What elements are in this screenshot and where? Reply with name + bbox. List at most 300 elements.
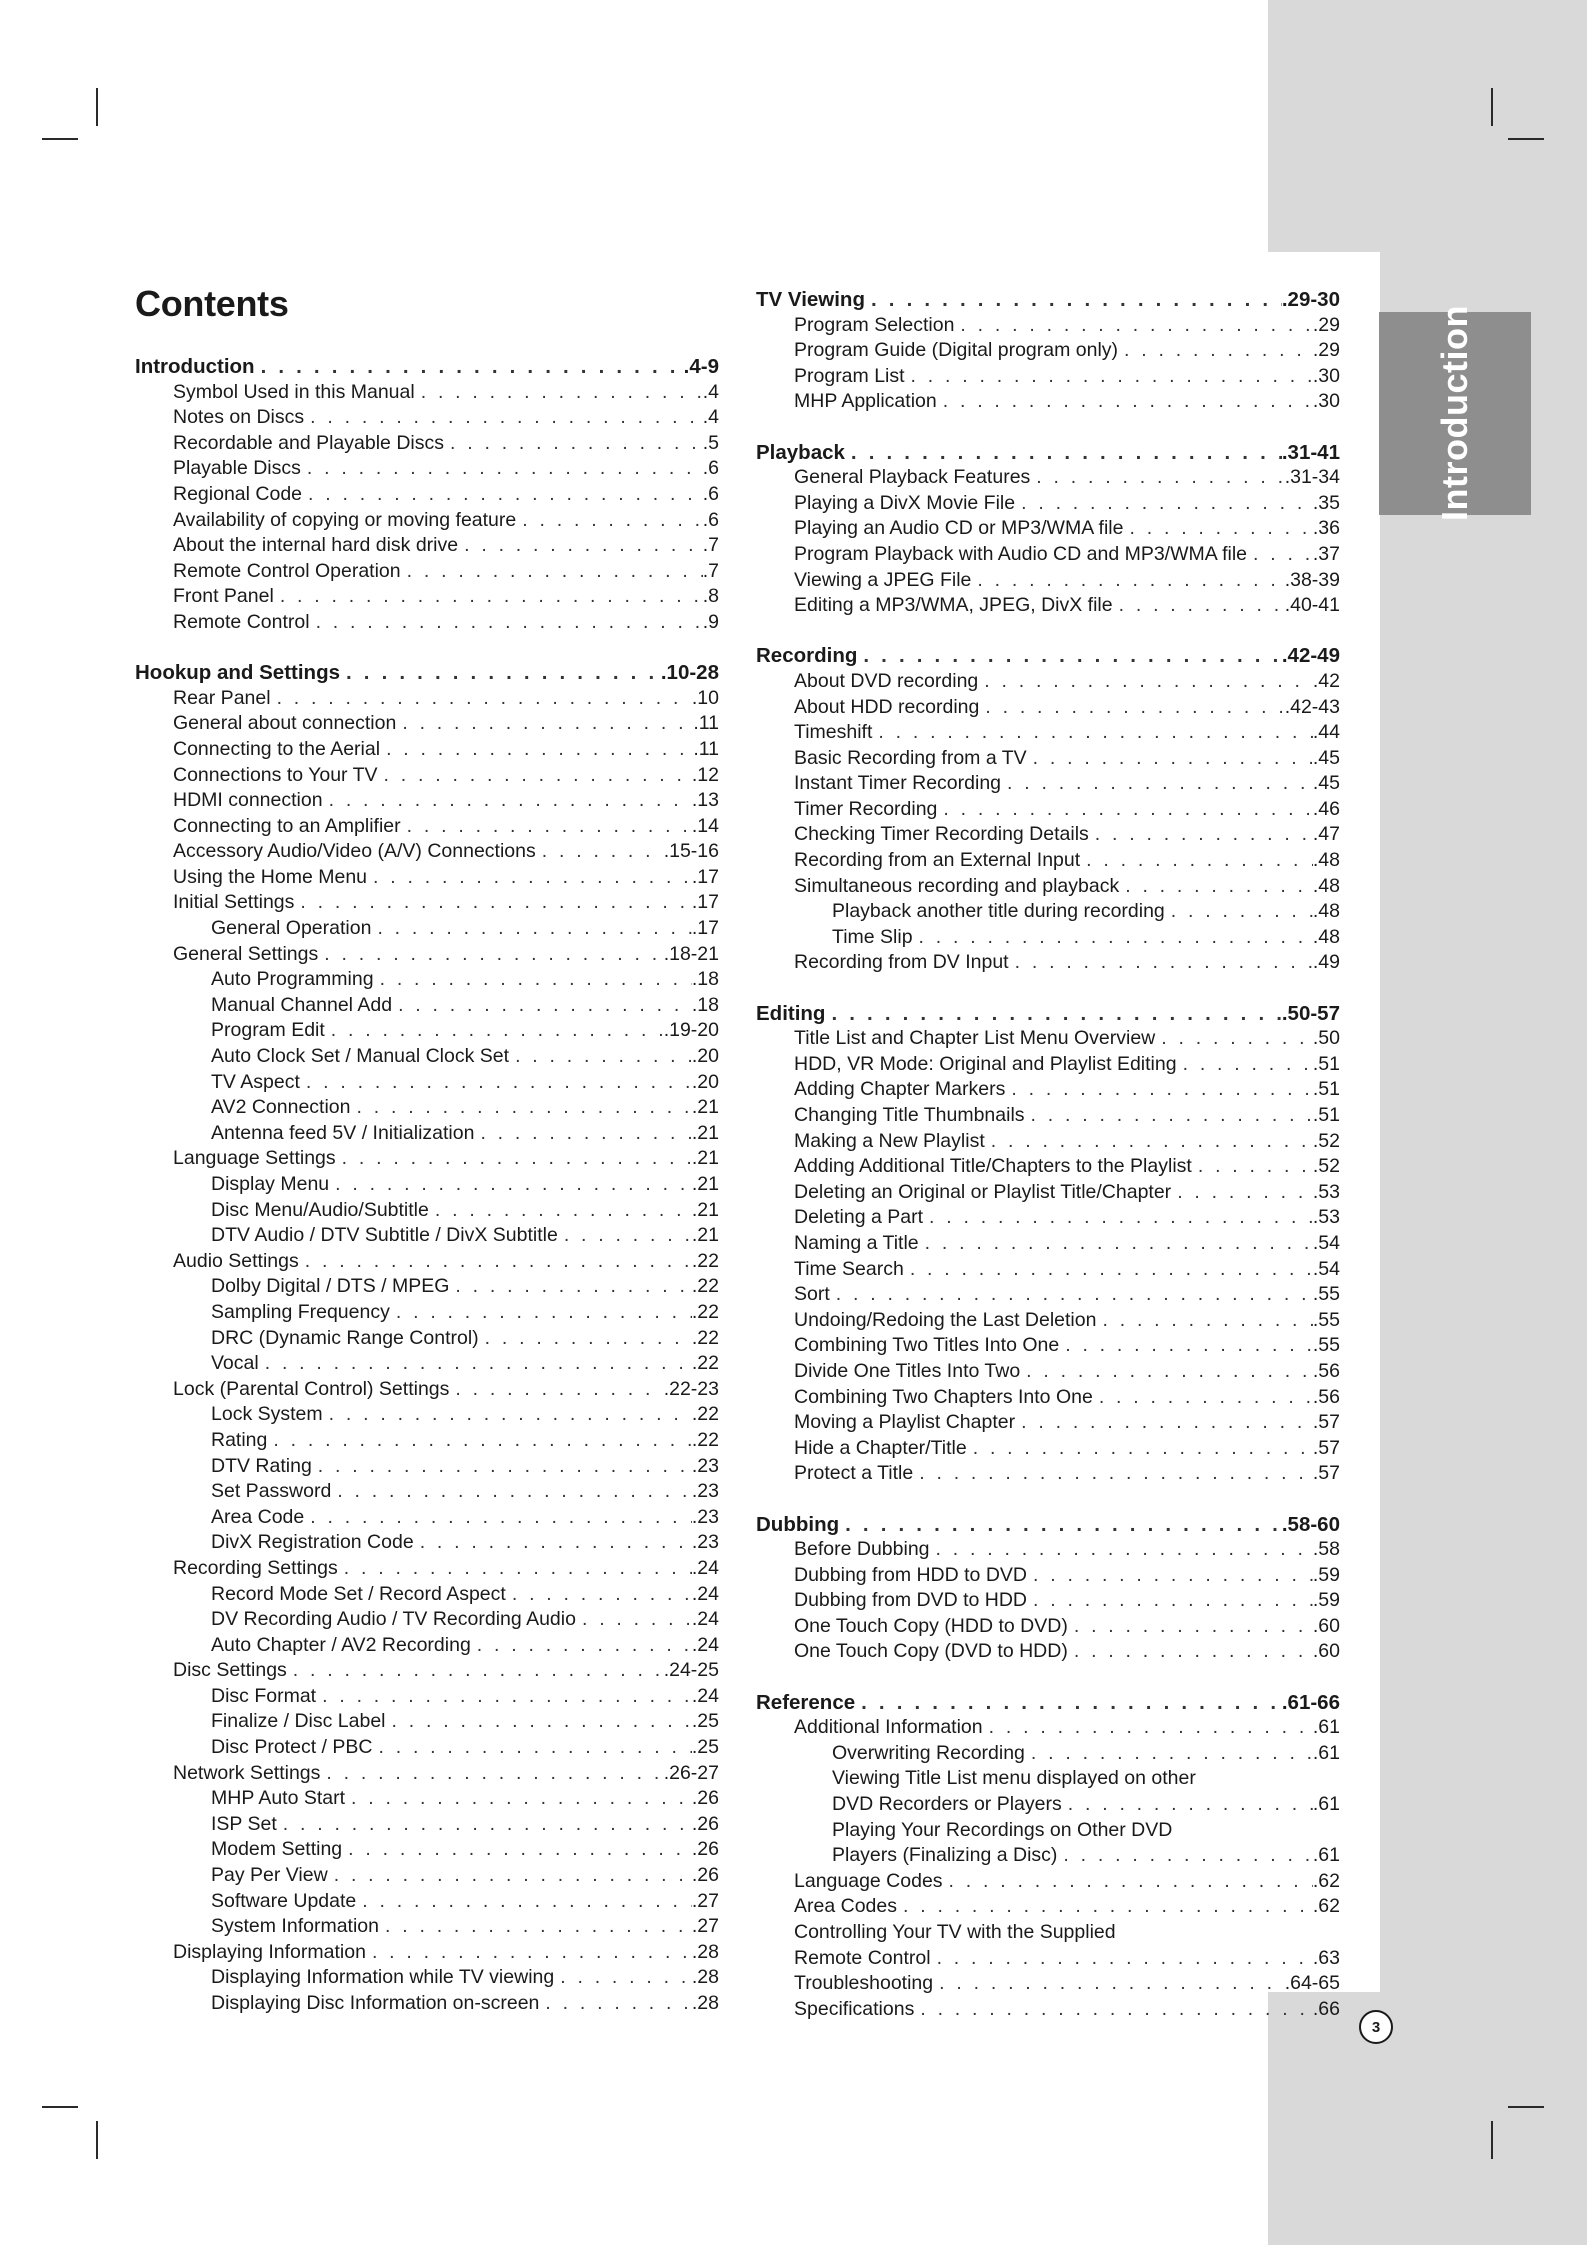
toc-leader-dots [839,1512,1282,1538]
toc-entry [756,1843,1340,1869]
toc-leader-dots [1068,1614,1313,1640]
toc-entry [756,874,1340,900]
toc-entry [756,1792,1340,1818]
toc-entry-title: Deleting an Original or Playlist Title/Chapter [794,1180,1172,1203]
toc-entry [135,1172,719,1198]
toc-entry-title: Introduction [135,355,255,378]
toc-entry [756,1894,1340,1920]
toc-entry-title: Combining Two Titles Into One [794,1334,1060,1357]
toc-entry [756,950,1340,976]
toc-entry [756,797,1340,823]
toc-entry [756,822,1340,848]
toc-entry-title: HDD, VR Mode: Original and Playlist Editing [794,1052,1177,1075]
toc-leader-dots [1123,516,1312,542]
crop-mark [1508,138,1544,140]
toc-page-number: .52 [1312,1129,1340,1152]
toc-entry-title: Auto Chapter / AV2 Recording [211,1633,471,1656]
toc-section-heading [756,1512,1340,1538]
toc-page-number: .17 [691,891,719,914]
toc-leader-dots [342,1837,692,1863]
toc-entry-title: Deleting a Part [794,1206,923,1229]
toc-entry [756,1052,1340,1078]
toc-leader-dots [1005,1077,1313,1103]
toc-leader-dots [1177,1052,1313,1078]
toc-page-number: .50 [1312,1027,1340,1050]
toc-entry [756,364,1340,390]
toc-entry-title: Program Edit [211,1019,325,1042]
toc-entry-title: Timer Recording [794,797,938,820]
toc-page-number: .61 [1312,1844,1340,1867]
toc-entry [135,431,719,457]
toc-entry-title: Title List and Chapter List Menu Overview [794,1027,1156,1050]
toc-leader-dots [865,287,1282,313]
toc-entry-title: Instant Timer Recording [794,772,1002,795]
toc-entry [135,1633,719,1659]
toc-entry-title: Lock System [211,1403,323,1426]
toc-entry [135,1837,719,1863]
toc-page-number: .53 [1312,1206,1340,1229]
toc-leader-dots [1247,542,1313,568]
toc-page-number: .21 [691,1173,719,1195]
toc-entry-title: Audio Settings [173,1249,299,1272]
toc-entry-title: Changing Title Thumbnails [794,1104,1025,1126]
toc-page-number: .26-27 [663,1761,719,1784]
toc-entry-title: Program Guide (Digital program only) [794,339,1119,362]
toc-page-number: .60 [1312,1614,1340,1637]
toc-leader-dots [367,865,692,891]
toc-entry-title: Reference [756,1690,856,1714]
toc-entry-title: Timeshift [794,721,873,744]
toc-entry [135,508,719,534]
toc-entry [756,1971,1340,1997]
toc-leader-dots [328,1863,692,1889]
toc-page-number: .21 [691,1121,719,1144]
toc-entry [135,1658,719,1684]
toc-entry [756,338,1340,364]
toc-entry [756,542,1340,568]
toc-entry [135,916,719,942]
toc-page-number: .51 [1312,1078,1340,1101]
toc-leader-dots [943,1869,1313,1895]
toc-entry-title: Recording from an External Input [794,849,1081,872]
toc-page-number: .48 [1312,849,1340,872]
toc-page-number: .59 [1312,1563,1340,1586]
toc-entry [135,380,719,406]
toc-entry [135,1914,719,1940]
toc-entry-title: Manual Channel Add [211,993,393,1016]
toc-leader-dots [937,797,1312,823]
toc-entry-title: Disc Settings [173,1659,287,1682]
toc-leader-dots [336,1146,692,1172]
toc-page-number: .6 [702,508,719,531]
toc-page-number: .28 [691,1940,719,1963]
toc-page-number: .27 [691,1889,719,1912]
toc-leader-dots [380,737,693,763]
toc-entry-title: Remote Control [173,610,310,633]
toc-leader-dots [1062,1792,1313,1818]
toc-leader-dots [396,711,693,737]
toc-entry-title: Dolby Digital / DTS / MPEG [211,1275,450,1298]
toc-leader-dots [904,1257,1313,1283]
toc-leader-dots [1027,1588,1313,1614]
toc-entry [135,1479,719,1505]
toc-page-number: .24 [691,1556,719,1579]
toc-leader-dots [287,1658,664,1684]
toc-entry [135,1351,719,1377]
toc-page-number: .29-30 [1281,288,1340,311]
toc-leader-dots [310,610,703,636]
toc-entry [756,1920,1340,1946]
toc-entry [135,1274,719,1300]
toc-page-number: .22 [691,1300,719,1323]
toc-entry-title: Adding Additional Title/Chapters to the Playlist [794,1155,1192,1178]
toc-entry-title: DTV Audio / DTV Subtitle / DivX Subtitle [211,1224,558,1247]
toc-page-number: .61 [1312,1716,1340,1739]
toc-page-number: .6 [702,482,719,505]
toc-page-number: .55 [1312,1308,1340,1331]
toc-page-number: .25 [691,1736,719,1759]
toc-leader-dots [1027,746,1313,772]
toc-entry-title: One Touch Copy (DVD to HDD) [794,1640,1068,1663]
toc-page-number: .40-41 [1284,594,1340,617]
toc-page-number: .22 [691,1275,719,1298]
toc-leader-dots [1059,1333,1313,1359]
crop-mark [42,2106,78,2108]
toc-entry [135,1786,719,1812]
toc-page-number: .29 [1312,339,1340,362]
toc-leader-dots [338,1556,692,1582]
toc-entry-title: System Information [211,1915,379,1938]
toc-leader-dots [509,1044,692,1070]
toc-page-number: .20 [691,1070,719,1093]
toc-page-number: .58-60 [1281,1512,1340,1536]
toc-entry-title: MHP Application [794,390,937,413]
toc-entry-title: Disc Format [211,1684,317,1707]
page-title: Contents [135,283,289,324]
toc-page-number: .22 [691,1403,719,1426]
toc-page-number: .26 [691,1864,719,1887]
toc-page-number: .25 [691,1710,719,1733]
toc-page-number: .60 [1312,1640,1340,1663]
toc-page-number: .46 [1312,797,1340,820]
toc-leader-dots [302,482,703,508]
toc-leader-dots [536,839,664,865]
toc-entry-title: Software Update [211,1889,357,1912]
toc-leader-dots [1009,950,1313,976]
toc-leader-dots [356,1889,692,1915]
toc-entry-title: One Touch Copy (HDD to DVD) [794,1614,1068,1637]
toc-entry [756,389,1340,415]
toc-left-column [135,354,719,2017]
toc-entry [756,1385,1340,1411]
toc-entry [756,465,1340,491]
toc-entry [135,1812,719,1838]
toc-page-number: .20 [691,1045,719,1068]
toc-entry [135,1556,719,1582]
toc-page-number: .23 [691,1531,719,1554]
toc-leader-dots [937,389,1313,415]
toc-page-number: .61-66 [1281,1690,1340,1714]
toc-leader-dots [897,1894,1313,1920]
toc-page-number: .45 [1312,772,1340,795]
toc-leader-dots [379,1914,692,1940]
toc-section-heading [135,660,719,686]
toc-page-number: .19-20 [663,1019,719,1042]
toc-entry-title: Hookup and Settings [135,661,340,685]
toc-page-number: .5 [702,431,719,454]
toc-leader-dots [316,1684,692,1710]
toc-entry-title: DRC (Dynamic Range Control) [211,1326,479,1349]
toc-entry-title: Checking Timer Recording Details [794,823,1089,846]
toc-leader-dots [259,1351,692,1377]
toc-entry-title: Network Settings [173,1761,321,1784]
toc-entry [135,1863,719,1889]
toc-page-number: .36 [1312,517,1340,540]
toc-entry [135,456,719,482]
toc-entry-title: DTV Rating [211,1454,312,1477]
toc-page-number: .7 [702,559,719,582]
toc-leader-dots [415,380,703,406]
toc-entry-title: Program Playback with Audio CD and MP3/WMA file [794,542,1248,565]
toc-entry [756,1180,1340,1206]
toc-entry-title: Controlling Your TV with the Supplied [794,1921,1116,1943]
toc-page-number: .4 [702,380,719,403]
toc-page-number: .24 [691,1608,719,1631]
toc-page-number: .10-28 [660,661,719,685]
toc-entry [135,405,719,431]
toc-entry-title: Playing a DivX Movie File [794,491,1016,514]
toc-entry-title: ISP Set [211,1812,277,1835]
toc-leader-dots [913,925,1313,951]
toc-entry-title: Viewing a JPEG File [794,568,972,591]
toc-leader-dots [1027,1563,1313,1589]
toc-entry [135,1735,719,1761]
toc-page-number: .22 [691,1249,719,1272]
toc-leader-dots [471,1633,692,1659]
toc-entry-title: About HDD recording [794,695,980,718]
toc-entry [135,1428,719,1454]
crop-mark [1491,2121,1493,2159]
toc-page-number: .57 [1312,1462,1340,1485]
toc-entry [756,593,1340,619]
toc-entry-title: Time Search [794,1257,904,1280]
toc-entry-title: Symbol Used in this Manual [173,380,415,403]
toc-leader-dots [449,1274,692,1300]
toc-page-number: .54 [1312,1257,1340,1280]
toc-page-number: .57 [1312,1411,1340,1434]
toc-leader-dots [301,456,703,482]
toc-leader-dots [979,695,1284,721]
toc-page-number: .26 [691,1838,719,1861]
toc-entry [756,1869,1340,1895]
toc-leader-dots [271,686,692,712]
toc-page-number: .55 [1312,1334,1340,1357]
toc-leader-dots [1165,899,1313,925]
toc-entry-title: Finalize / Disc Label [211,1710,386,1733]
toc-page-number: .26 [691,1787,719,1810]
toc-entry [756,1205,1340,1231]
toc-section-heading [756,643,1340,669]
toc-entry-title: Protect a Title [794,1462,914,1485]
toc-entry-title: Front Panel [173,585,274,608]
toc-page-number: .18-21 [663,942,719,965]
toc-entry-title: Combining Two Chapters Into One [794,1385,1093,1408]
toc-page-number: .63 [1312,1946,1340,1969]
toc-leader-dots [516,508,702,534]
toc-page-number: .22 [691,1428,719,1451]
toc-page-number: .58 [1312,1538,1340,1561]
toc-entry-title: Recording from DV Input [794,951,1009,974]
toc-entry [756,848,1340,874]
toc-entry-title: Editing a MP3/WMA, JPEG, DivX file [794,594,1113,617]
toc-section-heading [756,287,1340,313]
toc-page-number: .52 [1312,1155,1340,1178]
toc-entry [135,1095,719,1121]
toc-entry-title: Sort [794,1283,830,1306]
toc-leader-dots [905,364,1313,390]
toc-page-number: .17 [691,917,719,940]
toc-entry [135,1889,719,1915]
toc-entry-title: Naming a Title [794,1231,919,1254]
toc-entry-title: Displaying Information [173,1940,366,1963]
toc-entry-title: Rating [211,1428,268,1451]
toc-entry [756,1588,1340,1614]
toc-entry-title: Overwriting Recording [832,1741,1025,1764]
toc-entry-title: About the internal hard disk drive [173,534,459,557]
toc-leader-dots [401,559,703,585]
toc-page-number: .62 [1312,1869,1340,1892]
toc-entry-title: Disc Menu/Audio/Subtitle [211,1198,429,1221]
toc-leader-dots [933,1971,1285,1997]
toc-entry-title: Playback another title during recording [832,900,1165,923]
toc-entry-title: Moving a Playlist Chapter [794,1411,1016,1434]
toc-leader-dots [300,1070,692,1096]
toc-page-number: .55 [1312,1283,1340,1306]
toc-entry [135,1940,719,1966]
toc-entry-title: Rear Panel [173,686,271,709]
toc-page-number: .51 [1312,1052,1340,1075]
toc-entry [756,313,1340,339]
toc-entry [756,1997,1340,2023]
toc-entry-title: HDMI connection [173,789,323,812]
toc-leader-dots [931,1946,1313,1972]
toc-page-number: .24 [691,1684,719,1707]
toc-entry [135,1607,719,1633]
toc-entry [135,1402,719,1428]
toc-entry [135,814,719,840]
toc-page-number: .7 [702,534,719,557]
toc-entry [135,865,719,891]
toc-entry [756,1257,1340,1283]
toc-entry-title: Playback [756,440,845,464]
toc-entry-title: Undoing/Redoing the Last Deletion [794,1308,1097,1331]
toc-entry-title: DVD Recorders or Players [832,1793,1062,1816]
toc-entry [135,763,719,789]
toc-entry [135,1223,719,1249]
toc-page-number: .9 [702,610,719,633]
toc-entry [756,669,1340,695]
toc-leader-dots [506,1582,692,1608]
toc-entry [135,890,719,916]
toc-entry [135,1070,719,1096]
toc-leader-dots [855,1690,1282,1716]
toc-entry-title: MHP Auto Start [211,1787,346,1810]
toc-page-number: .48 [1312,925,1340,948]
toc-entry [756,1766,1340,1792]
toc-entry-title: Adding Chapter Markers [794,1078,1006,1101]
toc-entry-title: Players (Finalizing a Disc) [832,1844,1058,1867]
toc-entry-title: Program Selection [794,313,955,336]
toc-leader-dots [366,1940,692,1966]
toc-leader-dots [967,1436,1313,1462]
toc-leader-dots [304,1505,692,1531]
toc-section-heading [135,354,719,380]
toc-leader-dots [299,1249,692,1275]
toc-page-number: .24 [691,1582,719,1605]
toc-leader-dots [318,942,663,968]
toc-page-number: .61 [1312,1793,1340,1816]
toc-entry [756,1333,1340,1359]
toc-entry [135,993,719,1019]
toc-page-number: .23 [691,1454,719,1477]
toc-entry [135,686,719,712]
toc-leader-dots [329,1172,692,1198]
toc-page-number: .47 [1312,823,1340,846]
toc-entry-title: DivX Registration Code [211,1531,414,1554]
toc-leader-dots [985,1129,1313,1155]
toc-entry-title: Disc Protect / PBC [211,1736,373,1759]
toc-entry-title: Using the Home Menu [173,865,368,888]
toc-entry-title: Language Settings [173,1147,336,1170]
toc-page-number: .10 [691,686,719,709]
toc-entry [756,1946,1340,1972]
toc-entry-title: Record Mode Set / Record Aspect [211,1582,506,1605]
toc-page-number: .11 [693,737,719,760]
toc-entry [135,1018,719,1044]
toc-entry-title: Pay Per View [211,1864,328,1887]
toc-page-number: .31-34 [1284,466,1340,489]
toc-leader-dots [331,1479,692,1505]
toc-entry-title: Recording [756,644,858,668]
toc-leader-dots [914,1997,1313,2023]
toc-leader-dots [978,669,1313,695]
toc-page-number: .22-23 [663,1377,719,1400]
toc-page-number: .29 [1312,313,1340,336]
toc-entry-title: Dubbing [756,1512,840,1536]
toc-leader-dots [378,763,692,789]
toc-entry [135,711,719,737]
toc-leader-dots [345,1786,692,1812]
toc-leader-dots [340,660,661,686]
toc-leader-dots [449,1377,663,1403]
toc-entry [756,516,1340,542]
toc-entry-title: Modem Setting [211,1838,343,1861]
toc-leader-dots [429,1198,692,1224]
toc-entry [135,1044,719,1070]
toc-entry-title: General about connection [173,712,397,735]
toc-leader-dots [323,1402,692,1428]
toc-page-number: .62 [1312,1895,1340,1918]
toc-leader-dots [919,1231,1313,1257]
toc-entry-title: Area Codes [794,1895,897,1918]
toc-leader-dots [1089,822,1313,848]
toc-leader-dots [1030,465,1284,491]
toc-section-heading [756,440,1340,466]
toc-leader-dots [1155,1026,1313,1052]
toc-page-number: .49 [1312,951,1340,974]
toc-page-number: .17 [691,865,719,888]
toc-entry-title: General Operation [211,917,372,940]
